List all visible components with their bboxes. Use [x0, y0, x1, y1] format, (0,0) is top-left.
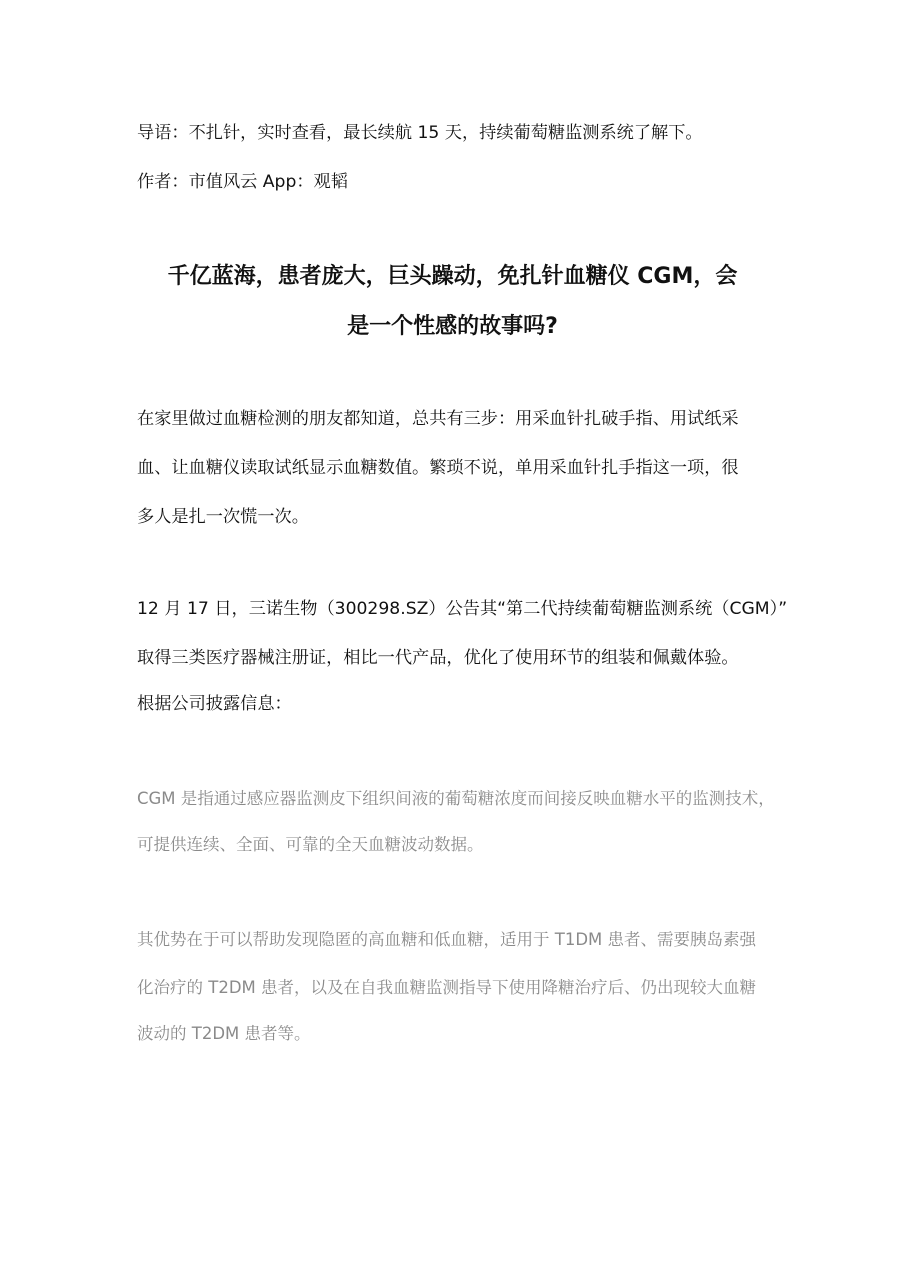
intro-lead: 导语：不扎针，实时查看，最长续航 15 天，持续葡萄糖监测系统了解下。 [137, 123, 703, 143]
paragraph-2-line-1: 12 月 17 日，三诺生物（300298.SZ）公告其“第二代持续葡萄糖监测系统（CGM）” [137, 599, 788, 619]
quote-2-line-1: 其优势在于可以帮助发现隐匿的高血糖和低血糖，适用于 T1DM 患者、需要胰岛素强 [137, 930, 757, 949]
intro-author: 作者：市值风云 App：观韬 [137, 172, 348, 192]
paragraph-1-line-1: 在家里做过血糖检测的朋友都知道，总共有三步：用采血针扎破手指、用试纸采 [137, 409, 739, 429]
article-title-line-1: 千亿蓝海，患者庞大，巨头躁动，免扎针血糖仪 CGM，会 [167, 264, 738, 289]
article-title-line-2: 是一个性感的故事吗? [347, 314, 558, 339]
quote-2-line-3: 波动的 T2DM 患者等。 [137, 1024, 311, 1043]
quote-2-line-2: 化治疗的 T2DM 患者，以及在自我血糖监测指导下使用降糖治疗后、仍出现较大血糖 [137, 978, 757, 997]
paragraph-1-line-2: 血、让血糖仪读取试纸显示血糖数值。繁琐不说，单用采血针扎手指这一项，很 [137, 458, 739, 478]
paragraph-1-line-3: 多人是扎一次慌一次。 [137, 507, 309, 527]
paragraph-2-line-3: 根据公司披露信息： [137, 694, 292, 714]
quote-1-line-2: 可提供连续、全面、可靠的全天血糖波动数据。 [137, 835, 484, 854]
quote-1-line-1: CGM 是指通过感应器监测皮下组织间液的葡萄糖浓度而间接反映血糖水平的监测技术， [137, 789, 775, 808]
paragraph-2-line-2: 取得三类医疗器械注册证，相比一代产品，优化了使用环节的组装和佩戴体验。 [137, 648, 739, 668]
